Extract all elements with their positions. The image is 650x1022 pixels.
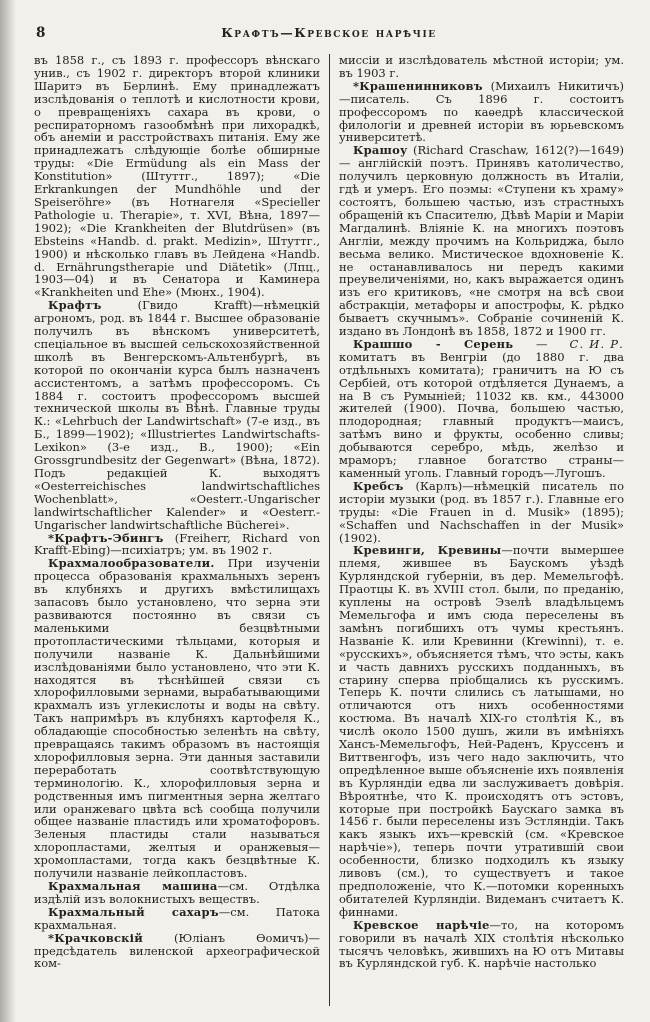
entry-krachkovsky: *Крачковскій (Юліанъ Ѳомичъ)—предсѣдатель виленской археографической ком- <box>34 930 320 971</box>
text-columns <box>34 54 624 1006</box>
entry-headword: *Крачковскій <box>48 930 143 945</box>
entry-headword: Крахмальный сахаръ <box>48 904 219 919</box>
entry-krashou: Крашоу (Richard Craschaw, 1612(?)—1649) — англійскій поэтъ. Принявъ католичество, получилъ церковную должность въ Италіи, гдѣ и умеръ. Его поэмы: «Ступени къ храму» состоятъ, большею частью, изъ страстныхъ обращеній къ Спасителю, Дѣвѣ Маріи и Маріи Магдалинѣ. Вліяніе К. на многихъ поэтовъ Англіи, между прочимъ на Кольриджа, было весьма велико. Мистическое вдохновеніе К. не останавливалось ни передъ какими преувеличеніями, но, какъ выражается одинъ изъ его критиковъ, «не смотря на всѣ свои абстракціи, метафоры и апострофы, К. рѣдко бываетъ скучнымъ». Собраніе сочиненій К. издано въ Лондонѣ въ 1858, 1872 и 1900 гг. С. И. Р. <box>339 143 624 351</box>
entry-headword: Кребсъ <box>353 478 404 493</box>
page-header <box>34 24 624 46</box>
entry-kraft: Крафтъ (Гвидо Krafft)—нѣмецкій агрономъ, род. въ 1844 г. Высшее образованіе получилъ въ вѣнскомъ университетѣ, спеціальное въ высшей сельскохозяйственной школѣ въ Венгерскомъ-Альтенбургѣ, въ которой по окончаніи курса былъ назначенъ ассистентомъ, а затѣмъ профессоромъ. Съ 1884 г. состоитъ профессоромъ высшей технической школы въ Вѣнѣ. Главные труды К.: «Lehrbuch der Landwirtschaft» (7-е изд., въ Б., 1899—1902); «Illustriertes Landwirtschafts-Lexikon» (3-е изд., В., 1900); «Ein Grossgrundbesitz der Gegenwart» (Вѣна, 1872). Подъ редакціей К. выходятъ «Oesterreichisches landwirtschaftliches Wochenblatt», «Oesterr.-Ungarischer landwirtschaftlicher Kalender» и «Oesterr.-Ungarischer landwirtschaftliche Bücherei». <box>34 298 320 532</box>
entry-krevingi: Кревинги, Кревины—почти вымершее племя, жившее въ Баускомъ уѣздѣ Курляндской губерніи, въ дер. Мемельгофѣ. Праотцы К. въ XVIII стол. были, по преданію, куплены на островѣ Эзелѣ владѣльцемъ Мемельгофа и имъ сюда переселены въ замѣнъ погибшихъ отъ чумы крестьянъ. Названіе К. или Кревинни (Krewinni), т. е. «русскихъ», объясняется тѣмъ, что эсты, какъ и часть давнихъ русскихъ подданныхъ, въ старину сперва пріобщались къ русскимъ. Теперь К. почти слились съ латышами, но отличаются отъ нихъ особенностями костюма. Въ началѣ XIX-го столѣтія К., въ числѣ около 1500 душъ, жили въ имѣніяхъ Хансъ-Мемельгофъ, Ней-Раденъ, Круссенъ и Виттвенгофъ, изъ чего надо заключить, что опредѣленное выше объясненіе ихъ появленія въ Курляндіи едва ли заслуживаетъ довѣрія. Вѣроятнѣе, что К. происходятъ отъ эстовъ, которые при постройкѣ Баускаго замка въ 1456 г. были переселены изъ Эстляндіи. Такъ какъ языкъ ихъ—кревскій (см. «Кревское нарѣчіе»), теперь почти утратившій свои особенности, близко подходилъ къ языку ливовъ (см.), то существуетъ и такое предположеніе, что К.—потомки коренныхъ обитателей Курляндіи. Видеманъ считаетъ К. финнами. <box>339 543 624 919</box>
column-right <box>329 54 624 1006</box>
column-left <box>34 54 329 1006</box>
entry-headword: *Крафтъ-Эбингъ <box>48 530 164 545</box>
scan-edge-shadow <box>0 0 16 1022</box>
author-signature: С. И. Р. <box>569 336 624 351</box>
entry-headword: Крафтъ <box>48 298 102 313</box>
entry-headword: Крахмальная машина <box>48 879 218 893</box>
entry-krashsho-seren: Крашшо - Серень — комитатъ въ Венгріи (до 1880 г. два отдѣльныхъ комитата); граничитъ на Ю съ Сербіей, отъ которой отдѣляется Дунаемъ, а на В съ Румыніей; 11032 кв. км., 443000 жителей (1900). Почва, большею частью, плодородная; главный продуктъ—маисъ, затѣмъ вино и фрукты, особенно сливы; добываются серебро, мѣдь, желѣзо и мраморъ; главное богатство страны—каменный уголь. Главный городъ—Лугошъ. <box>339 336 624 480</box>
entry-kraft-ebing: *Крафтъ-Эбингъ (Freiherr, Richard von Krafft-Ebing)—психіатръ; ум. въ 1902 г. <box>34 530 320 558</box>
entry-headword: *Крашенинниковъ <box>353 78 483 93</box>
entry-headword: Кревинги, Кревины <box>353 543 502 558</box>
entry-headword: Крашоу <box>353 143 408 158</box>
entry-krevskoe-narechie: Кревское нарѣчіе—то, на которомъ говорили въ началѣ XIX столѣтія нѣсколько тысячъ человѣкъ, жившихъ на Ю отъ Митавы въ Курляндской губ. К. нарѣчіе настолько <box>339 917 624 971</box>
page-number: 8 <box>36 25 46 41</box>
entry-headword: Крашшо - Серень <box>353 336 514 351</box>
continuation-paragraph: миссіи и изслѣдователь мѣстной исторіи; ум. въ 1903 г. <box>339 54 624 80</box>
entry-krebs: Кребсъ (Карлъ)—нѣмецкій писатель по исторіи музыки (род. въ 1857 г.). Главные его труды: «Die Frauen in d. Musik» (1895); «Schaffen und Nachschaffen in der Musik» (1902). <box>339 478 624 545</box>
entry-headword: Кревское нарѣчіе <box>353 917 490 932</box>
continuation-paragraph: въ 1858 г., съ 1893 г. профессоръ вѣнскаго унив., съ 1902 г. директоръ второй клиники Шаритэ въ Берлинѣ. Ему принадлежатъ изслѣдованія о теплотѣ и кислотности крови, о превращеніяхъ сахара въ крови, о респираторномъ газообмѣнѣ при лихорадкѣ, объ анеміи и расстройствахъ питанія. Ему же принадлежатъ слѣдующіе болѣе обширные труды: «Die Ermüdung als ein Mass der Konstitution» (Штуттг., 1897); «Die Erkrankungen der Mundhöhle und der Speiseröhre» (въ Нотнагеля «Specieller Pathologie u. Therapie», т. XVI, Вѣна, 1897—1902); «Die Krankheiten der Blutdrüsen» (въ Ebsteins «Handb. d. prakt. Medizin», Штуттг., 1900) и нѣсколько главъ въ Лейдена «Handb. d. Ernährungstherapie und Diätetik» (Лпц., 1903—04) и въ Сенатора и Каминера «Krankheiten und Ehe» (Мюнх., 1904). <box>34 54 320 300</box>
entry-krakhmalnaya-mashina: Крахмальная машина—см. Отдѣлка издѣлій изъ волокнистыхъ веществъ. <box>34 879 320 906</box>
entry-krakhmalny-sakhar: Крахмальный сахаръ—см. Патока крахмальная. <box>34 904 320 932</box>
entry-krakhmaloobrazovateli: Крахмалообразователи. При изученіи процесса образованія крахмальныхъ зеренъ въ клубняхъ и другихъ вмѣстилищахъ запасовъ было установлено, что зерна эти развиваются постоянно въ связи съ маленькими безцвѣтными протопластическими тѣльцами, которыя и получили названіе К. Дальнѣйшими изслѣдованіями было установлено, что эти К. находятся въ тѣснѣйшей связи съ хлорофилловыми зернами, вырабатывающими крахмалъ изъ углекислоты и воды на свѣту. Такъ напримѣръ въ клубняхъ картофеля К., обладающіе способностью зеленѣть на свѣту, превращаясь такимъ образомъ въ настоящія хлорофилловыя зерна. Эти данныя заставили переработать соотвѣтствующую терминологію. К., хлорофилловыя зерна и родственныя имъ пигментныя зерна желтаго или оранжеваго цвѣта всѣ сообща получили общее названіе пластидъ или хроматофоровъ. Зеленыя пластиды стали называться хлоропластами, желтыя и оранжевыя—хромопластами, тогда какъ безцвѣтные К. получили названіе лейкопластовъ. <box>34 556 320 881</box>
running-title: Крафтъ—Кревское нарѣчіе <box>221 25 437 40</box>
entry-krasheninnikov: *Крашенинниковъ (Михаилъ Никитичъ)—писатель. Съ 1896 г. состоитъ профессоромъ по каѳедрѣ классической филологіи и древней исторіи въ юрьевскомъ университетѣ. <box>339 78 624 145</box>
entry-headword: Крахмалообразователи. <box>48 556 215 571</box>
